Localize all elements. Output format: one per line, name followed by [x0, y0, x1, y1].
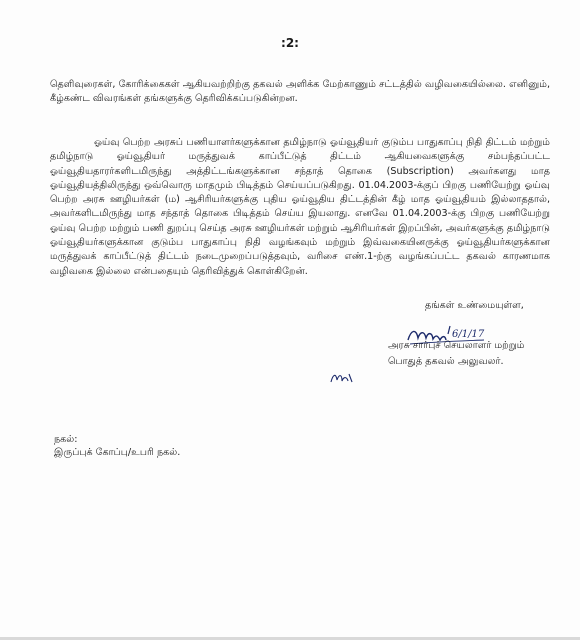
signature-date: 6/1/17: [452, 329, 485, 340]
paragraph-main: [50, 136, 550, 279]
designation-block: [388, 338, 524, 370]
copy-distribution: இருப்புக் கோப்பு/உபரி நகல்.: [54, 447, 181, 458]
paragraph-main-text: ஓய்வு பெற்ற அரசுப் பணியாளர்களுக்கான தமிழ்நாடு ஓய்வூதியர் குடும்ப பாதுகாப்பு நிதி திட்டம் மற்றும் தமிழ்நாடு ஓய்வூதியர் மருத்துவக் காப்பீட்டுத் திட்டம் ஆகியவைகளுக்கு சம்பந்தப்பட்ட ஓய்வூதியதாரர்களிடமிருந்து அத்திட்டங்களுக்கான சந்தாத் தொகை (Subscription) அவர்களது மாத ஓய்வூதியத்திலிருந்து ஒவ்வொரு மாதமும் பிடித்தம் செய்யப்படுகிறது. 01.04.2003-க்குப் பிறகு பணியேற்று ஓய்வு பெற்ற அரசு ஊழியர்கள் (ம) ஆசிரியர்களுக்கு புதிய ஓய்வூதிய திட்டத்தின் கீழ் மாத ஓய்வூதியம் இல்லாததால், அவர்களிடமிருந்து மாத சந்தாத் தொகை பிடித்தம் செய்ய இயலாது. எனவே 01.04.2003-க்கு பிறகு பணியேற்று ஓய்வு பெற்ற மற்றும் பணி துறப்பு செய்த அரசு ஊழியர்கள் மற்றும் ஆசிரியர்கள் இறப்பின், அவர்களுக்கு தமிழ்நாடு ஓய்வூதியர்களுக்கான குடும்ப பாதுகாப்பு நிதி வழங்கவும் மற்றும் இவ்வகையினருக்கு ஓய்வூதியர்களுக்கான மருத்துவக் காப்பீட்டுத் திட்டம் நடைமுறைப்படுத்தவும், வரிசை எண்.1-ற்கு வழங்கப்பட்ட தகவல் காரணமாக வழிவகை இல்லை என்பதையும் தெரிவித்துக் கொள்கிறேன்.: [50, 137, 550, 277]
designation-line-1: அரசு சார்புச் செயலாளர் மற்றும்: [388, 340, 525, 351]
handwritten-initials: [328, 368, 356, 386]
page-number: :2:: [281, 36, 299, 50]
closing-salutation: தங்கள் உண்மையுள்ள,: [425, 300, 524, 311]
designation-line-2: பொதுத் தகவல் அலுவலர்.: [388, 356, 504, 367]
copy-heading: நகல்:: [54, 434, 78, 445]
paragraph-intro: தெளிவுரைகள், கோரிக்கைகள் ஆகியவற்றிற்கு தகவல் அளிக்க மேற்காணும் சட்டத்தில் வழிவகையில்லை. எனினும், கீழ்கண்ட விவரங்கள் தங்களுக்கு தெரிவிக்கப்படுகின்றன.: [50, 79, 550, 105]
